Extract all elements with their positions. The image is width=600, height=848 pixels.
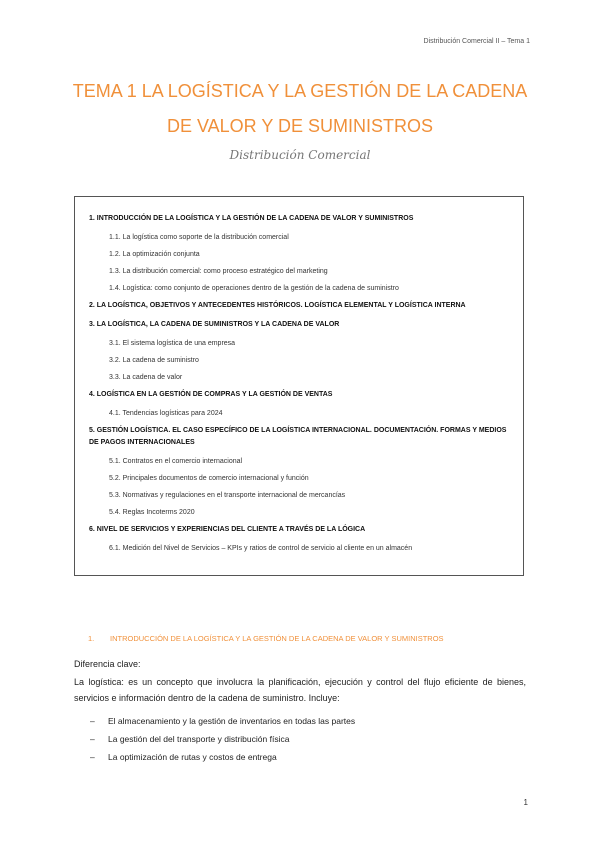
list-item	[90, 748, 520, 766]
toc-entry-subsection[interactable]: 3.3. La cadena de valor	[109, 374, 183, 381]
toc-entry-subsection[interactable]: 5.3. Normativas y regulaciones en el transporte internacional de mercancías	[109, 492, 346, 499]
toc-entry-chapter[interactable]: 1. INTRODUCCIÓN DE LA LOGÍSTICA Y LA GESTIÓN DE LA CADENA DE VALOR Y SUMINISTROS	[89, 215, 414, 222]
lead-text: Diferencia clave:	[74, 659, 141, 669]
toc-entry-subsection[interactable]: 1.3. La distribución comercial: como proceso estratégico del marketing	[109, 268, 328, 275]
toc-entry-subsection[interactable]: 3.1. El sistema logística de una empresa	[109, 340, 236, 347]
section-heading	[88, 634, 444, 643]
toc-entry-subsection[interactable]: 5.1. Contratos en el comercio internacional	[109, 458, 243, 465]
page-subtitle: Distribución Comercial	[229, 148, 371, 162]
list-item-text: La optimización de rutas y costos de entrega	[108, 752, 277, 762]
toc-entry-chapter[interactable]: 6. NIVEL DE SERVICIOS Y EXPERIENCIAS DEL CLIENTE A TRAVÉS DE LA LÓGICA	[89, 526, 366, 533]
toc-entry-subsection[interactable]: 4.1. Tendencias logísticas para 2024	[109, 410, 223, 417]
bullet-marker: –	[90, 716, 95, 726]
list-item	[90, 730, 520, 748]
toc-entry-chapter[interactable]: 3. LA LOGÍSTICA, LA CADENA DE SUMINISTROS Y LA CADENA DE VALOR	[89, 321, 340, 328]
bullet-marker: –	[90, 752, 95, 762]
list-item-text: La gestión del del transporte y distribución física	[108, 734, 290, 744]
section-number: 1.	[88, 634, 95, 643]
toc-entry-subsection[interactable]: 5.4. Reglas Incoterms 2020	[109, 509, 195, 516]
toc-entry-subsection[interactable]: 1.2. La optimización conjunta	[109, 251, 200, 258]
table-of-contents	[74, 196, 524, 576]
toc-entry-chapter[interactable]: 5. GESTIÓN LOGÍSTICA. EL CASO ESPECÍFICO DE LA LOGÍSTICA INTERNACIONAL. DOCUMENTACIÓN. FORMAS Y MEDIOS DE PAGOS INTERNACIONALES	[89, 427, 507, 446]
toc-entry-subsection[interactable]: 6.1. Medición del Nivel de Servicios – KPIs y ratios de control de servicio al cliente en un almacén	[109, 545, 413, 552]
page-number: 1	[523, 798, 528, 807]
section-heading-text: INTRODUCCIÓN DE LA LOGÍSTICA Y LA GESTIÓN DE LA CADENA DE VALOR Y SUMINISTROS	[110, 634, 444, 643]
body-paragraph: La logística: es un concepto que involucra la planificación, ejecución y control del flujo eficiente de bienes, servicios e información dentro de la cadena de suministro. Incluye:	[74, 677, 526, 703]
toc-entry-subsection[interactable]: 5.2. Principales documentos de comercio internacional y función	[109, 475, 309, 482]
page-title: TEMA 1 LA LOGÍSTICA Y LA GESTIÓN DE LA CADENA DE VALOR Y DE SUMINISTROS	[72, 81, 528, 136]
running-header: Distribución Comercial II – Tema 1	[423, 38, 530, 45]
toc-entry-chapter[interactable]: 2. LA LOGÍSTICA, OBJETIVOS Y ANTECEDENTES HISTÓRICOS. LOGÍSTICA ELEMENTAL Y LOGÍSTICA INTERNA	[89, 302, 466, 309]
list-item-text: El almacenamiento y la gestión de inventarios en todas las partes	[108, 716, 356, 726]
toc-entry-chapter[interactable]: 4. LOGÍSTICA EN LA GESTIÓN DE COMPRAS Y LA GESTIÓN DE VENTAS	[89, 391, 333, 398]
list-item	[90, 712, 520, 730]
bullet-marker: –	[90, 734, 95, 744]
bullet-list	[90, 712, 520, 766]
toc-entry-subsection[interactable]: 1.4. Logística: como conjunto de operaciones dentro de la gestión de la cadena de suministro	[109, 285, 399, 292]
toc-entry-subsection[interactable]: 1.1. La logística como soporte de la distribución comercial	[109, 234, 289, 241]
toc-entry-subsection[interactable]: 3.2. La cadena de suministro	[109, 357, 199, 364]
